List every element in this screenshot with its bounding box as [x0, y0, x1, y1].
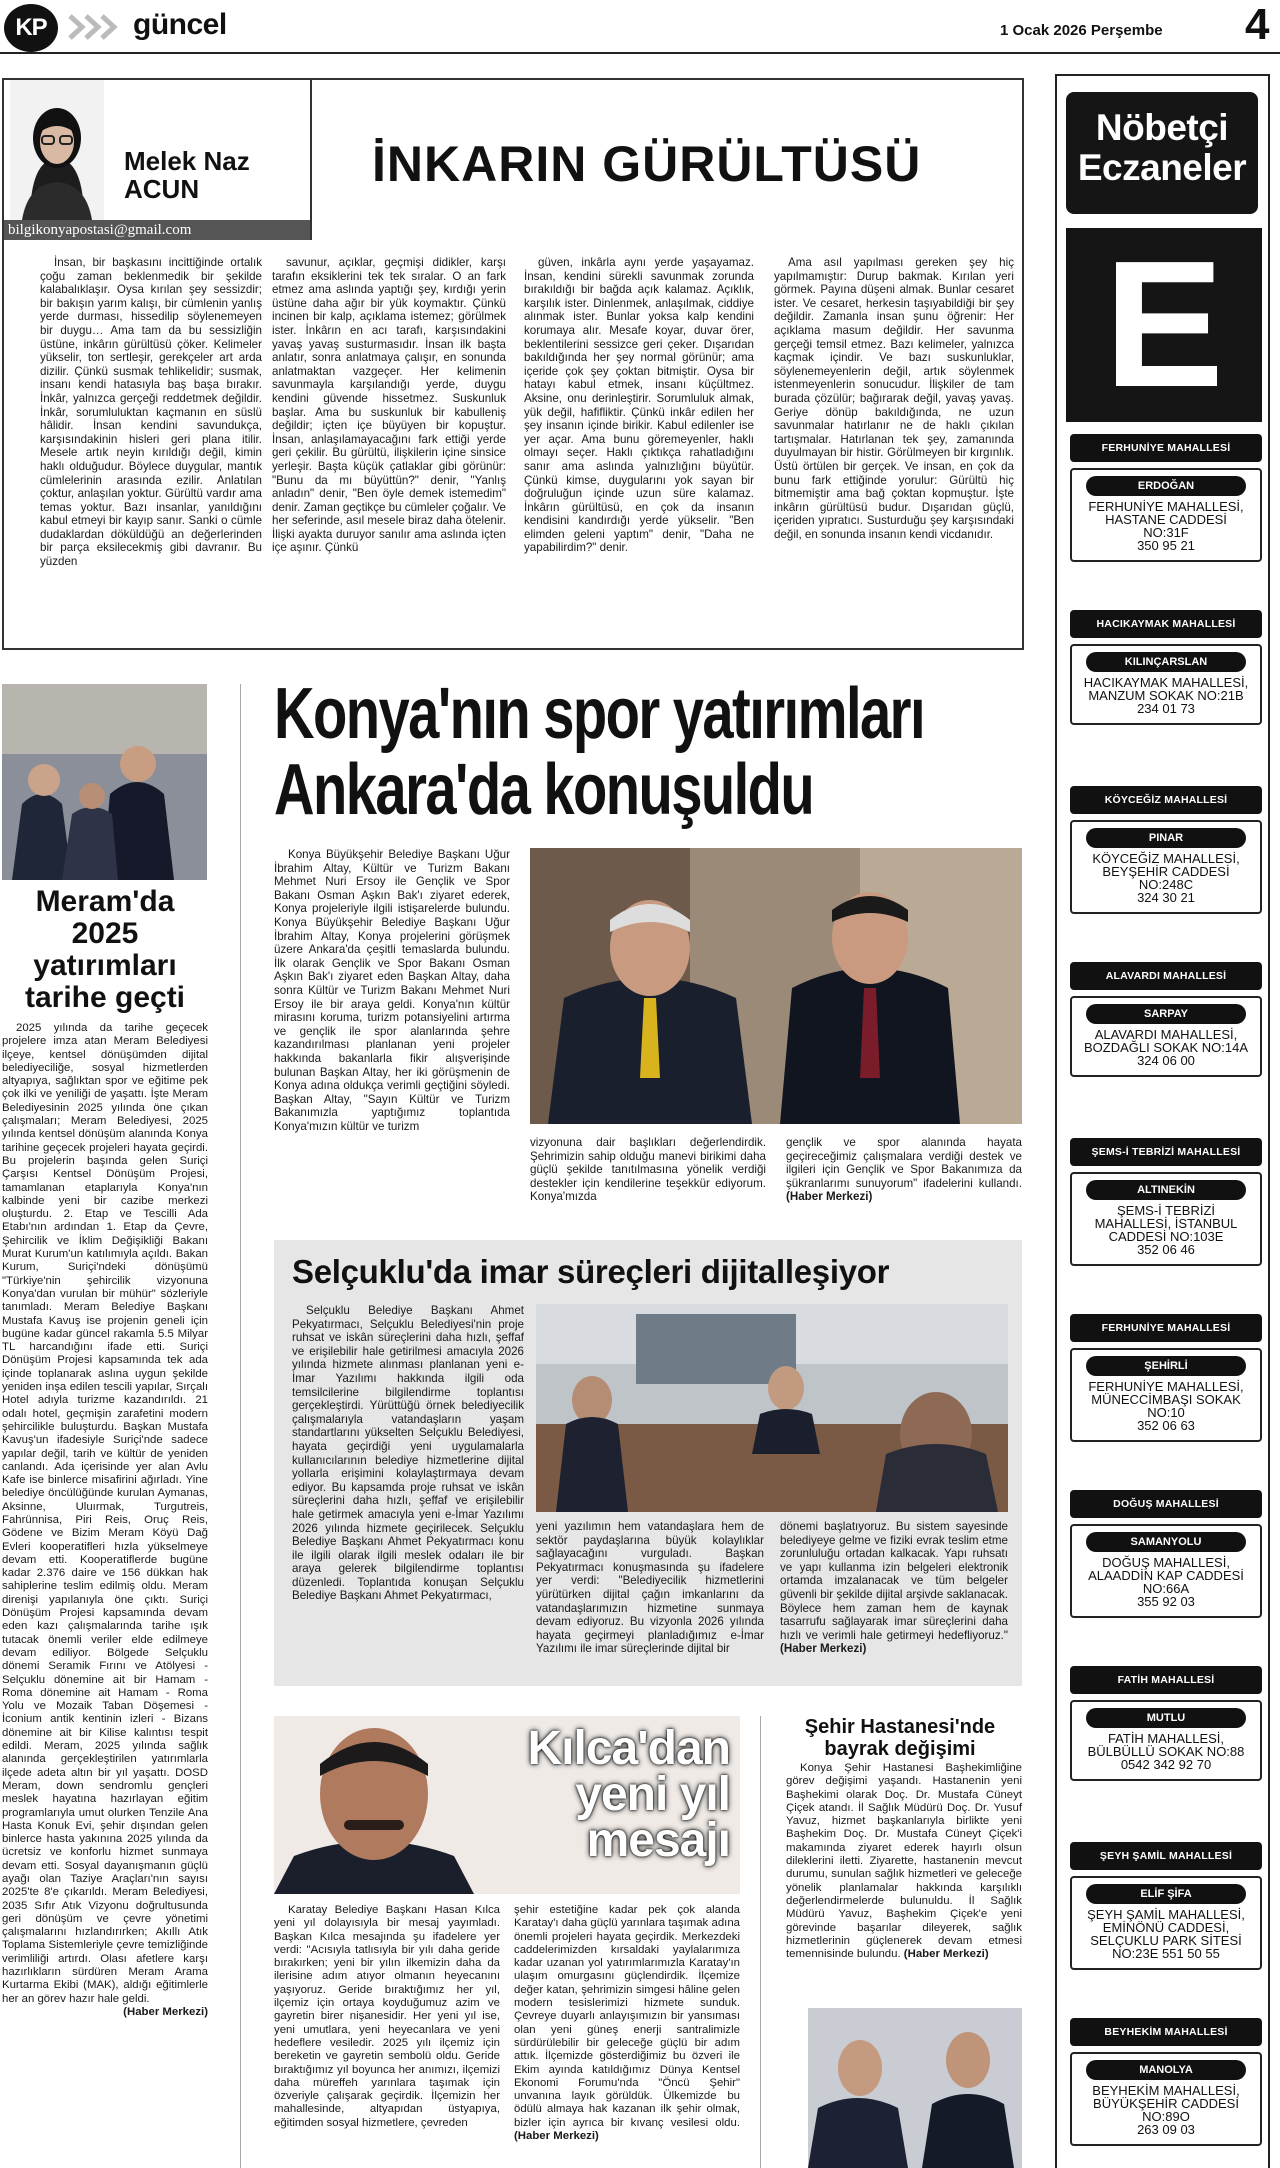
meram-body: 2025 yılında da tarihe geçecek projelere imza atan Meram Belediyesi ilçeye, kentsel dönüşümden dijital belediyeciliğe, sosyal hizmetlerden altyapıya, sağlıktan spor ve eğitime pek çok ilki ve yeniliği de yaşattı. İşte Meram Belediyesinin 2025 yılında öne çıkan çalışmaları; Meram Belediyesi, 2025 yılında kentsel dönüşüm alanında Konya tarihine geçecek projeleri hayata geçirdi. Bu projelerin başında gelen Suriçi Çarşısı Kentsel Dönüşüm Projesi, tamamlanan etaplarıyla Konya'nın kalbinde yeni bir cazibe merkezi oluşturdu. 2. Etap ve Tescilli Ada Etabı'nın ardından 1. Etap da Çevre, Şehircilik ve İklim Değişikliği Bakanı Murat Kurum'un katılımıyla açıldı. Bakan Kurum, Suriçi'ndeki dönüşümü "Türkiye'nin şehircilik vizyonuna Konya'dan vurulan bir mühür" sözleriyle tanımladı. Meram Belediye Başkanı Mustafa Kavuş ise projenin geneli için bugüne kadar güncel rakamla 5.5 Milyar TL harcandığını ifade etti. Suriçi Dönüşüm Projesi kapsamında tek ada içinde toplanarak aslına uygun şekilde yeniden inşa edilen tescili yapılar, Sırçalı Hotel adıyla turizme kazandırıldı. 21 odalı hotel, geçmişin zarafetini modern şehircilikle buluşturdu. Başkan Mustafa Kavuş'un ifadesiyle Suriçi'nde sadece yapılar değil, tarih ve kültür de yeniden canlandı. Ada içerisinde yer alan Avlu Kafe ise binlerce misafirini ağırladı. Yine belediye öncülüğünde kurulan Aymanas, Aksinne, Uluırmak, Turgutreis, Fahrünnisa, Piri Reis, Oruç Reis, Gödene ve Bizim Meram Köyü Dağ Evleri kooperatifleri hızla yükselmeye devam etti. Kooperatiflerde bugüne kadar 2.376 daire ve 156 dükkan hak sahiplerine teslim edilmiş oldu. Meram direnişi yapılanıyla öne çıktı. Suriçi Dönüşüm Projesi kapsamında devam eden kazı çalışmalarında tarihe ışık tutacak önemli veriler elde edilmeye devam ediliyor. Bölgede Selçuklu dönemi Seramik Fırını ve Atölyesi - Selçuklu dönemine ait bir Hamam - Roma dönemine ait Hamam - Roma Yolu ve Mozaik Taban Döşemesi - İconium antik kentinin izleri - Bizans dönemine ait bir Kilise kalıntısı tespit edildi. Meram, 2025 yılında sağlık alanında gerçekleştirilen yatırımlarla ilçede adeta altın bir yıl yaşattı. DOSD Meram, down sendromlu gençleri meslek hayatına hazırlayan eğitim programlarıyla umut olurken Tenzile Ana Hasta Konuk Evi, şehir dışından gelen binlerce hasta yakınına 2025 yılında da ücretsiz ve konforlu hizmet sunmaya devam etti. Sosyal dayanışmanın güçlü ayağı olan Taziye Araçları'nın sayısı 2025'te 8'e çıkarıldı. Meram Belediyesi, 2035 Sıfır Atık Vizyonu doğrultusunda geri dönüşüm ve çevre yönetimi çalışmalarını hızlandırırken; Akıllı Atık Toplama Sistemleriyle çevre temizliğinde verimliliği artırdı. Olası afetlere karşı hazırlıkların sürdüren Meram Arama Kurtarma Ekibi (MAK), aldığı eğitimlerle her an görev hazır hale geldi. (Haber Merkezi): [2, 1022, 208, 2018]
pharmacy-card: SAMANYOLU DOĞUŞ MAHALLESİ, ALAADDİN KAP CADDESİ NO:66A 355 92 03: [1070, 1524, 1262, 1618]
spor-headline-2: Ankara'da konuşuldu: [274, 750, 814, 830]
pharmacy-card: SARPAY ALAVARDI MAHALLESİ, BOZDAĞLI SOKAK NO:14A 324 06 00: [1070, 996, 1262, 1077]
pharmacy-card: PINAR KÖYCEĞİZ MAHALLESİ, BEYŞEHİR CADDESİ NO:248C 324 30 21: [1070, 820, 1262, 914]
issue-date: 1 Ocak 2026 Perşembe: [1000, 22, 1163, 39]
newspaper-logo: KP: [4, 4, 58, 52]
pharmacy-entry: DOĞUŞ MAHALLESİ SAMANYOLU DOĞUŞ MAHALLESİ, ALAADDİN KAP CADDESİ NO:66A 355 92 03: [1070, 1490, 1262, 1666]
author-email: bilgikonyapostasi@gmail.com: [4, 220, 310, 240]
author-last-name: ACUN: [124, 174, 200, 204]
ministers-photo-icon: [530, 848, 1022, 1124]
hastane-photo: [808, 2008, 1022, 2168]
pharmacy-card: MANOLYA BEYHEKİM MAHALLESİ, BÜYÜKŞEHİR CADDESİ NO:89O 263 09 03: [1070, 2052, 1262, 2146]
pharmacy-entry: KÖYCEĞİZ MAHALLESİ PINAR KÖYCEĞİZ MAHALLESİ, BEYŞEHİR CADDESİ NO:248C 324 30 21: [1070, 786, 1262, 962]
chevrons-icon: [66, 14, 126, 40]
selcuklu-body-left: Selçuklu Belediye Başkanı Ahmet Pekyatırmacı, Selçuklu Belediyesi'nin proje ruhsat ve iskân süreçlerini daha hızlı, şeffaf ve erişilebilir hale getirilmesi amacıyla 2026 yılında hizmete alınması planlanan yeni e-İmar Yazılımı hakkında ilgili oda temsilcilerine bilgilendirme toplantısı gerçekleştirdi. Yürüttüğü örnek belediyecilik çalışmalarıyla vatandaşların yaşam standartlarını yükselten Selçuklu Belediyesi, hayata geçirdiği yeni uygulamalarla kullanıcılarının belediye hizmetlerine dijital yollarla erişimini kolaylaştırmaya devam ediyor. Bu kapsamda proje ruhsat ve iskân süreçlerini daha hızlı, şeffaf ve erişilebilir hale getirmek amacıyla yeni e-İmar Yazılımı 2026 yılında hizmete geçirilecek. Selçuklu Belediye Başkanı Ahmet Pekyatırmacı konu ile ilgili olarak ilgili meslek odaları ile bir araya gelerek bilgilendirme toplantısı düzenledi. Toplantıda konuşan Selçuklu Belediye Başkanı Ahmet Pekyatırmacı,: [292, 1304, 524, 1603]
pharmacy-title: Nöbetçi Eczaneler: [1066, 92, 1258, 214]
spor-headline-1: Konya'nın spor yatırımları: [274, 674, 925, 754]
hastane-body: Konya Şehir Hastanesi Başhekimliğine görev değişimi yaşandı. Hastanenin yeni Başhekimi olarak Doç. Dr. Mustafa Cüneyt Çiçek atandı. İl Sağlık Müdürü Doç. Dr. Yusuf Yavuz, hizmet başkanlarıyla birlikte yeni Başhekim Doç. Dr. Mustafa Cüneyt Çiçek'i makamında ziyaret ederek hayırlı olsun dileklerini iletti. Ziyarette, hastanenin mevcut durumu, sunulan sağlık hizmetleri ve geleceğe yönelik planlamalar hakkında karşılıklı değerlendirmelerde bulunuldu. İl Sağlık Müdürü Yavuz, Başhekim Çiçek'e yeni görevinde başarılar dileyerek, sağlık hizmetlerinin güçlenerek devam etmesi temennisinde bulundu. (Haber Merkezi): [786, 1762, 1022, 1961]
spor-body-right: gençlik ve spor alanında hayata geçireceğimiz çalışmalara verdiği destek ve ilgileri için Gençlik ve Spor Bakanımıza da şükranlarımı sunuyorum" ifadelerini kullandı. (Haber Merkezi): [786, 1136, 1022, 1204]
selcuklu-credit: (Haber Merkezi): [780, 1642, 867, 1656]
author-portrait-icon: [10, 80, 104, 220]
pharmacy-entry: FATİH MAHALLESİ MUTLU FATİH MAHALLESİ, BÜLBÜLLÜ SOKAK NO:88 0542 342 92 70: [1070, 1666, 1262, 1842]
meeting-photo-icon: [536, 1304, 1008, 1512]
header-rule: [0, 52, 1280, 54]
pharmacy-entry: FERHUNİYE MAHALLESİ ŞEHİRLİ FERHUNİYE MAHALLESİ, MÜNECCİMBAŞI SOKAK NO:10 352 06 63: [1070, 1314, 1262, 1490]
column-divider: [310, 80, 312, 240]
column-text-1: İnsan, bir başkasını incittiğinde ortalık çoğu zaman beklenmedik bir şekilde kalabalıklaşır. Oysa kırılan şey sessizdir; bir bakışın yarım kalışı, bir cümlenin yanlış yerde durması, hissedilip söylenemeyen bir duygu… Ama tam da bu sessizliğin üstüne, inkârın gürültüsü çöker. Kelimeler yükselir, ton sertleşir, gerekçeler art arda dizilir. Çünkü susmak tehlikelidir; susmak, insanı kendi hatasıyla baş başa bırakır. İnkâr, yalnızca gerçeği reddetmek değildir. İnkâr, sorumluluktan kaçmanın en süslü hâlidir. İnsan kendini savundukça, karşısındakinin hisleri geri plana itilir. Mesele artık neyin kırıldığı değil, kimin haklı olduğudur. Böylece duygular, mantık cümlelerinin arasında ezilir. Anlatılan çoktur, anlaşılan yoktur. Gürültü vardır ama temas yoktur. Bazı insanlar, yanıldığını kabul etmeyi bir kayıp sanır. Sanki o cümle dudaklardan döküldüğü an değerlerinden bir parça eksilecekmiş gibi davranır. Bu yüzden: [40, 256, 262, 569]
pharmacy-card: ELİF ŞİFA ŞEYH ŞAMİL MAHALLESİ, EMİNÖNÜ CADDESİ, SELÇUKLU PARK SİTESİ NO:23E 551 50 55: [1070, 1876, 1262, 1970]
author-photo: [10, 80, 104, 220]
spor-photo: [530, 848, 1022, 1124]
doctors-photo-icon: [808, 2008, 1022, 2168]
pharmacy-entry: ŞEYH ŞAMİL MAHALLESİ ELİF ŞİFA ŞEYH ŞAMİL MAHALLESİ, EMİNÖNÜ CADDESİ, SELÇUKLU PARK SİTESİ NO:23E 551 50 55: [1070, 1842, 1262, 2018]
kilca-body-right: şehir estetiğine kadar pek çok alanda Karatay'ı daha güçlü yarınlara taşımak adına önemli projeleri hayata geçirdik. Merkezdeki caddelerimizden kırsaldaki yaylalarımıza kadar uzanan yol yatırımlarımızla Karatay'ın ulaşım omurgasını güçlendirdik. İlçemize değer katan, şehrimizin simgesi hâline gelen modern tesislerimizi hizmete sunduk. Çevreye duyarlı anlayışımızın bir yansıması olan yeni güneş enerji santralimizle sürdürülebilir bir geleceğe güçlü bir adım attık. İlçemizde gösterdiğimiz bu özveri ile Ekim ayında katıldığımız Dünya Kentsel Ekonomi Forumu'nda "Öncü Şehir" unvanına layık görüldük. Ülkemizde bu ödülü almaya hak kazanan ilk şehir olmak, bizler için ayrıca bir kıvanç vesilesi oldu. (Haber Merkezi): [514, 1904, 740, 2143]
opinion-column: [2, 78, 1024, 650]
pharmacy-card: KILINÇARSLAN HACIKAYMAK MAHALLESİ, MANZUM SOKAK NO:21B 234 01 73: [1070, 644, 1262, 725]
left-column-rule: [240, 684, 241, 2168]
meram-credit: (Haber Merkezi): [123, 2005, 208, 2018]
pharmacy-letter: E: [1066, 228, 1262, 422]
kilca-body-left: Karatay Belediye Başkanı Hasan Kılca yeni yıl dolayısıyla bir mesaj yayımladı. Başkan Kılca mesajında şu ifadelere yer verdi: "Acısıyla tatlısıyla bir yılı daha geride bırakırken; yeni bir yılın ilkemizin daha da ilerisine adım atıyor olmanın heyecanını yaşıyoruz. Geride bıraktığımız her yıl, ilçemiz için ortaya koyduğumuz azim ve gayretin birer nişanesidir. Her yeni yıl ise, yeni umutlara, yeni heyecanlara ve yeni hedeflere vesiledir. 2025 yılı ilçemiz için bereketin ve gayretin sembolü oldu. Geride bıraktığımız yıl boyunca her anımızı, ilçemizi daha müreffeh yarınlara taşımak için özveriyle çalışarak geçirdik. İlçemizin her mahallesinde, altyapıdan üstyapıya, eğitimden sosyal hizmetlere, çevreden: [274, 1904, 500, 2129]
pharmacy-entry: FERHUNİYE MAHALLESİ ERDOĞAN FERHUNİYE MAHALLESİ, HASTANE CADDESİ NO:31F 350 95 21: [1070, 434, 1262, 610]
pharmacy-card: ERDOĞAN FERHUNİYE MAHALLESİ, HASTANE CADDESİ NO:31F 350 95 21: [1070, 468, 1262, 562]
selcuklu-body-right: dönemi başlatıyoruz. Bu sistem sayesinde belediyeye gelme ve fiziki evrak teslim etme zorunluluğu ortadan kalkacak. Yapı ruhsatı ve yapı kullanma izin belgeleri elektronik ortamda imzalanacak ve tüm belgeler güvenli bir şekilde dijital arşivde saklanacak. Böylece hem zaman hem de kaynak tasarrufu sağlayarak imar süreçlerini daha hızlı ve verimli hale getirmeyi hedefliyoruz." (Haber Merkezi): [780, 1520, 1008, 1656]
selcuklu-photo: [536, 1304, 1008, 1512]
pharmacy-entry: HACIKAYMAK MAHALLESİ KILINÇARSLAN HACIKAYMAK MAHALLESİ, MANZUM SOKAK NO:21B 234 01 73: [1070, 610, 1262, 786]
column-text-4: Ama asıl yapılması gereken şey hiç yapılmamıştır: Durup bakmak. Kırılan yeri görmek. Payına düşeni almak. Bunlar cesaret ister. Ve cesaret, herkesin taşıyabildiği bir şey değildir. Zamanla insan şunu öğrenir: Her açıklama masum değildir. Her savunma gerçeği temsil etmez. Bazı kelimeler, yalnızca kaçmak içindir. Ve bazı suskunluklar, söylenemeyenlerin değil, artık söylenmek istenmeyenlerin sonucudur. İlişkiler de tam burada çözülür; bağırarak değil, yavaş yavaş. Geriye dönüp bakıldığında, ne uzun savunmalar hatırlanır ne de haklı çıkılan tartışmalar. Hatırlanan tek şey, zamanında duyulmayan bir histir. Görülmeyen bir kırgınlık. Üstü örtülen bir gerçek. Ve insan, en çok da bunu fark ettiğinde yorulur: Gürültü hiç bitmemiştir ama bağ çoktan kopmuştur. İşte inkârın gürültüsü budur. Dışarıdan güçlü, içeriden yıpratıcı. Susturduğu şey karşısındaki değil, en sonunda insanın kendi vicdanıdır.: [774, 256, 1014, 541]
pharmacy-entry: BEYHEKİM MAHALLESİ MANOLYA BEYHEKİM MAHALLESİ, BÜYÜKŞEHİR CADDESİ NO:89O 263 09 03: [1070, 2018, 1262, 2158]
kilca-headline: Kılca'dan yeni yıl mesajı: [527, 1722, 730, 1867]
hastane-headline: Şehir Hastanesi'nde bayrak değişimi: [804, 1716, 996, 1760]
meram-headline: Meram'da 2025 yatırımları tarihe geçti: [24, 885, 186, 1014]
kilca-credit: (Haber Merkezi): [514, 2130, 599, 2143]
meram-photo: [2, 684, 207, 880]
column-text-3: güven, inkârla aynı yerde yaşayamaz. İnsan, kendini sürekli savunmak zorunda bırakıldığı bir bağda açık kalamaz. Açıklık, karşılık ister. Dinlenmek, anlaşılmak, ciddiye alınmak ister. Bunlar yoksa kalp kendini korumaya alır. Mesafe koyar, duvar örer, beklentilerini sessizce geri çeker. Dışarıdan bakıldığında her şey normal görünür; ama içeride çok şey çoktan bitmiştir. Oysa bir hatayı kabul etmek, insanı küçültmez. Aksine, onu derinleştirir. Sorumluluk almak, yük değil, hafifliktir. Çünkü inkâr edilen her şey insanın içinde birikir. Kabul edilenler ise yer açar. Ama bunu göremeyenler, haklı olmayı seçer. Haklı çıktıkça rahatladığını sanır ama aslında yalnızlığını büyütür. Çünkü kimse, duygularını yok sayan bir doğruluğun içinde uzun süre kalamaz. İnkârın gürültüsü, en çok da insanın kendisini kandırdığı yerde yükselir. "Ben elimden geleni yaptım" denir, "Daha ne yapabilirdim?" denir.: [524, 256, 754, 555]
pharmacy-card: ALTINEKİN ŞEMS-İ TEBRİZİ MAHALLESİ, İSTANBUL CADDESİ NO:103E 352 06 46: [1070, 1172, 1262, 1266]
spor-body-mid: vizyonuna dair başlıkları değerlendirdik. Şehrimizin sahip olduğu manevi birikimi daha güçlü şekilde tanıtılmasına yönelik verdiği destekler için kendilerine teşekkür ediyorum. Konya'mızda: [530, 1136, 766, 1204]
spor-body-left: Konya Büyükşehir Belediye Başkanı Uğur İbrahim Altay, Kültür ve Turizm Bakanı Mehmet Nuri Ersoy ile Gençlik ve Spor Bakanı Osman Aşkın Bak'ı ziyaret ederek, Konya projeleriyle ilgili istişarelerde bulundu. Konya Büyükşehir Belediye Başkanı Uğur İbrahim Altay, Konya projelerini görüşmek üzere Ankara'da çeşitli temaslarda bulundu. İlk olarak Gençlik ve Spor Bakanı Osman Aşkın Bak'ı ziyaret eden Başkan Altay, daha sonra Kültür ve Turizm Bakanı Mehmet Nuri Ersoy ile bir araya geldi. Konya'nın kültür mirasını koruma, turizm potansiyelini artırma ve gençlik ile spor alanlarında şehre kazandırılması planlanan yeni projeler hakkında bakanlarla fikir alışverişinde bulunan Başkan Altay, her iki görüşmenin de Konya adına oldukça verimli geçtiğini söyledi. Başkan Altay, "Sayın Kültür ve Turizm Bakanımızla yaptığımız toplantıda Konya'mızın kültür ve turizm: [274, 848, 510, 1133]
pharmacy-entry: ŞEMS-İ TEBRİZİ MAHALLESİ ALTINEKİN ŞEMS-İ TEBRİZİ MAHALLESİ, İSTANBUL CADDESİ NO:103E 352 06 46: [1070, 1138, 1262, 1314]
pharmacy-entry: ALAVARDI MAHALLESİ SARPAY ALAVARDI MAHALLESİ, BOZDAĞLI SOKAK NO:14A 324 06 00: [1070, 962, 1262, 1138]
column-text-2: savunur, açıklar, geçmişi didikler, karşı tarafın eksiklerini tek tek sıralar. O an fark etmez ama aslında yaptığı şey, kırdığı yerin üstüne daha ağır bir yük koymaktır. Çünkü incinen bir kalp, açıklama istemez; görülmek ister. İnkârın en acı tarafı, karşısındakini yavaş yavaş susturmasıdır. İnsan ilk başta anlatır, sonra anlatmaya çalışır, en sonunda anlatmaktan vazgeçer. Her kelimenin savunmayla karşılandığı yerde, duygu kendini güvende hissetmez. Suskunluk başlar. Ama bu suskunluk bir kabulleniş değildir; içten içe büyüyen bir kopuştur. İnsan, anlaşılamayacağını fark ettiği yerde geri çekilir. Bu gürültü, ilişkilerin içine sinsice yerleşir. Başta küçük çatlaklar gibi görünür: "Bunu da mı büyüttün?" denir, "Yanlış anladın" denir, "Ben öyle demek istemedim" denir. Zaman geçtikçe bu cümleler çoğalır. Ve her seferinde, asıl mesele biraz daha ötelenir. İlişki ayakta duruyor sanılır ama aslında içten içe aşınır. Çünkü: [272, 256, 506, 555]
column-title: İNKARIN GÜRÜLTÜSÜ: [372, 136, 922, 192]
officials-photo-icon: [2, 684, 207, 880]
hastane-credit: (Haber Merkezi): [903, 1948, 989, 1961]
pharmacy-card: ŞEHİRLİ FERHUNİYE MAHALLESİ, MÜNECCİMBAŞI SOKAK NO:10 352 06 63: [1070, 1348, 1262, 1442]
spor-credit: (Haber Merkezi): [786, 1190, 873, 1204]
pharmacy-list: [1070, 434, 1262, 2158]
selcuklu-headline: Selçuklu'da imar süreçleri dijitalleşiyor: [292, 1253, 890, 1290]
selcuklu-body-mid: yeni yazılımın hem vatandaşlara hem de sektör paydaşlarına büyük kolaylıklar sağlayacağını vurguladı. Başkan Pekyatırmacı konuşmasında şu ifadelere yer verdi: "Belediyecilik hizmetlerini yürütürken dijital çağın imkanlarını da vatandaşlarımızın hizmetine sunmaya devam ediyoruz. Bu vizyonla 2026 yılında hayata geçirmeyi planladığımız e-İmar Yazılımı ile imar süreçlerinde dijital bir: [536, 1520, 764, 1656]
page-number: 4: [1245, 0, 1270, 49]
section-name: güncel: [133, 8, 227, 41]
pharmacy-card: MUTLU FATİH MAHALLESİ, BÜLBÜLLÜ SOKAK NO:88 0542 342 92 70: [1070, 1700, 1262, 1781]
author-first-name: Melek Naz: [124, 146, 250, 176]
kilca-rule: [760, 1716, 761, 2168]
